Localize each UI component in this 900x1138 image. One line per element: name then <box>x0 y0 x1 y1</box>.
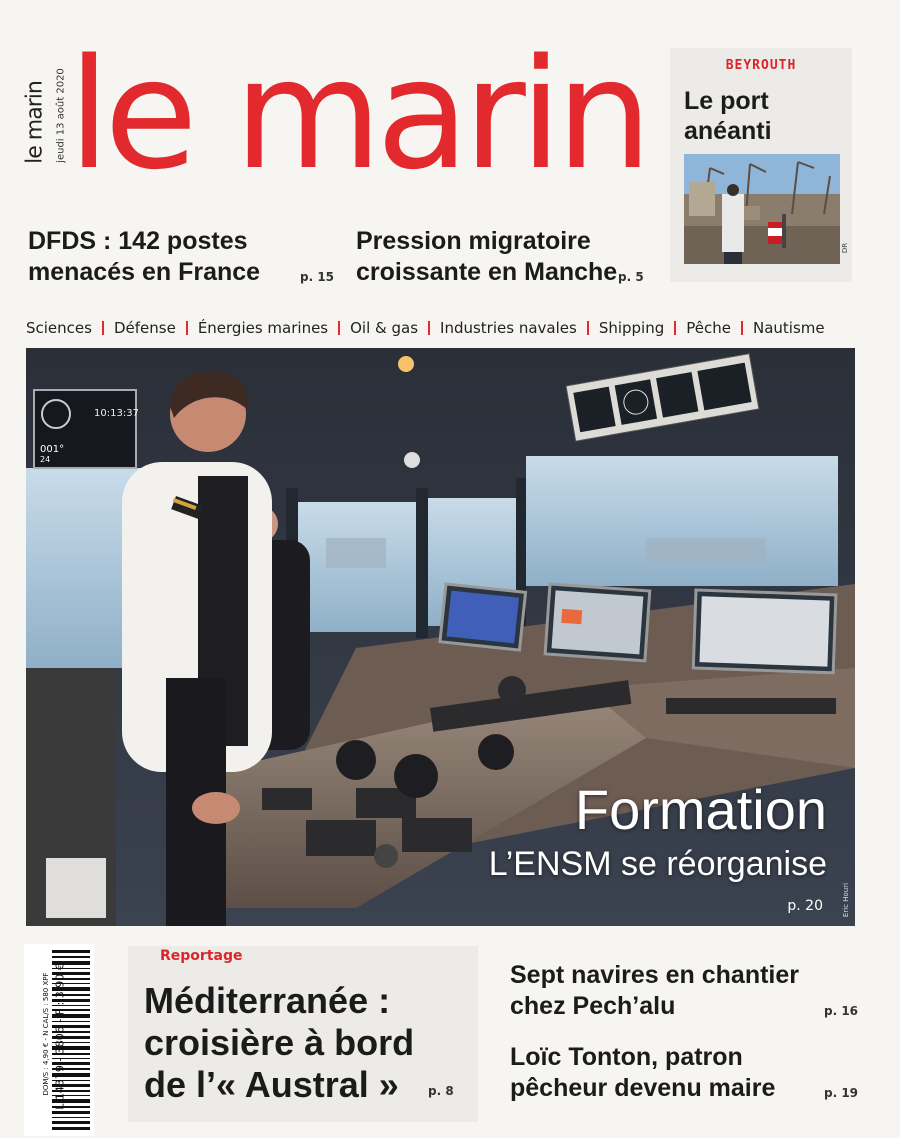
story-pechalu-page: p. 16 <box>824 1004 859 1018</box>
story-dfds-line1: DFDS : 142 postes <box>28 227 248 255</box>
story-dfds[interactable] <box>28 226 338 288</box>
reportage-line2: croisière à bord <box>144 1022 415 1063</box>
nav-nautisme[interactable]: Nautisme <box>752 319 825 337</box>
beyrouth-teaser[interactable] <box>670 48 852 282</box>
hero-article[interactable] <box>26 348 855 926</box>
nav-oil-gas[interactable]: Oil & gas <box>350 319 419 337</box>
screen-readout-time: 10:13:37 <box>94 408 139 419</box>
side-brand-title: le marin <box>22 81 48 164</box>
story-manche-line2: croissante en Manche <box>356 258 618 286</box>
beyrouth-port-photo <box>684 154 840 264</box>
nav-separator <box>741 321 743 335</box>
issue-date: jeudi 13 août 2020 <box>55 68 67 163</box>
story-manche-page: p. 5 <box>618 270 644 284</box>
beyrouth-credit: DR <box>840 242 849 254</box>
reportage-kicker: Reportage <box>160 948 243 964</box>
nav-separator <box>587 321 589 335</box>
barcode-code: L 14379 - 3806 - F : 3,90 € <box>53 963 67 1110</box>
reportage-headline <box>144 980 444 1106</box>
barcode <box>24 944 94 1136</box>
story-tonton[interactable] <box>510 1042 860 1104</box>
hero-title: Formation <box>574 778 827 841</box>
nav-peche[interactable]: Pêche <box>686 319 731 337</box>
story-dfds-line2: menacés en France <box>28 258 261 286</box>
hero-page: p. 20 <box>787 898 823 914</box>
section-nav <box>26 316 866 340</box>
screen-readout-speed: 24 <box>40 455 51 464</box>
nav-separator <box>428 321 430 335</box>
story-tonton-line1: Loïc Tonton, patron <box>510 1043 743 1071</box>
story-tonton-page: p. 19 <box>824 1086 859 1100</box>
story-manche[interactable] <box>356 226 646 288</box>
nav-shipping[interactable]: Shipping <box>598 319 665 337</box>
hero-credit: Eric Houri <box>841 882 850 918</box>
story-pechalu-line2: chez Pech’alu <box>510 992 676 1020</box>
screen-readout-heading: 001° <box>40 444 65 455</box>
side-brand <box>6 62 66 182</box>
reportage-line3: de l’« Austral » <box>144 1064 399 1105</box>
beyrouth-kicker: BEYROUTH <box>725 58 797 73</box>
nav-separator <box>102 321 104 335</box>
nav-separator <box>338 321 340 335</box>
story-pechalu[interactable] <box>510 960 860 1022</box>
beyrouth-headline-line1: Le port <box>684 87 769 115</box>
story-dfds-page: p. 15 <box>300 270 335 284</box>
beyrouth-headline-line2: anéanti <box>684 117 772 145</box>
story-pechalu-line1: Sept navires en chantier <box>510 961 800 989</box>
nav-separator <box>674 321 676 335</box>
story-manche-line1: Pression migratoire <box>356 227 591 255</box>
reportage-article[interactable] <box>128 946 478 1122</box>
nav-energies-marines[interactable]: Énergies marines <box>197 319 329 337</box>
beyrouth-headline <box>684 86 844 146</box>
nav-sciences[interactable]: Sciences <box>26 319 92 337</box>
nav-industries-navales[interactable]: Industries navales <box>440 319 577 337</box>
masthead-logo[interactable]: le marin <box>68 26 647 203</box>
nav-separator <box>186 321 188 335</box>
reportage-line1: Méditerranée : <box>144 980 391 1021</box>
barcode-sub: DOM/S : 4,90 € - N CAL/S : 580 XPF <box>42 972 50 1096</box>
reportage-page: p. 8 <box>428 1084 454 1098</box>
story-tonton-line2: pêcheur devenu maire <box>510 1074 776 1102</box>
nav-defense[interactable]: Défense <box>113 319 176 337</box>
hero-subtitle: L’ENSM se réorganise <box>488 845 827 883</box>
